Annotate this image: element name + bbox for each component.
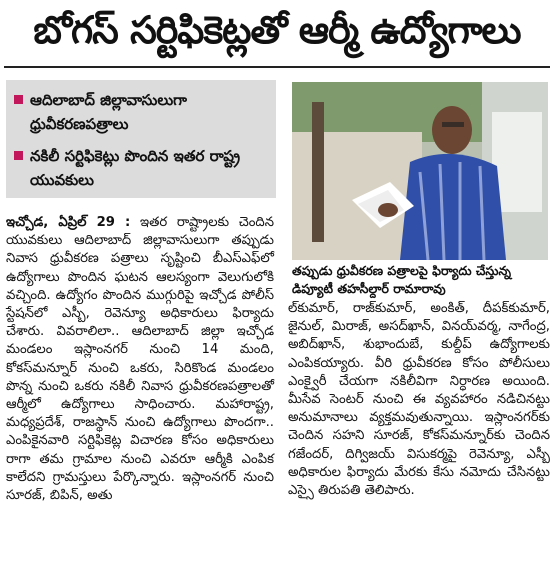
bullet-square-icon <box>14 95 23 104</box>
photo-caption: తప్పుడు ధ్రువీకరణ పత్రాలపై ఫిర్యాదు చేస్తున్న డిప్యూటీ తహసీల్దార్ రామారావు <box>292 263 511 296</box>
article-text-left: ఇతర రాష్ట్రాలకు చెందిన యువకులు ఆదిలాబాద్ జిల్లావాసులుగా తప్పుడు నివాస ధ్రువీకరణ పత్రాలు సృష్టించి బీఎస్ఎఫ్‌లో ఉద్యోగాలు పొందిన ఘటన ఆలస్యంగా వెలుగులోకి వచ్చింది. ఉద్యోగం పొందిన ముగ్గురిపై ఇచ్చోడ పోలీస్ స్టేషన్‌లో ఎస్బీ, రెవెన్యూ అధికారులు ఫిర్యాదు చేశారు. వివరాలిలా.. ఆదిలాబాద్ జిల్లా ఇచ్చోడ మండలం ఇస్లాంనగర్ నుంచి 14 మంది, కోకస్‌మన్నూర్ నుంచి ఒకరు, సిరికొండ మండలం పొన్న నుంచి ఒకరు నకిలీ నివాస ధ్రువీకరణపత్రాలతో ఆర్మీలో ఉద్యోగాలు సాధించారు. మహారాష్ట్ర, మధ్యప్రదేశ్, రాజస్థాన్ నుంచి ఉద్యోగాలు పొందగా.. ఎంపికైనవారి సర్టిఫికెట్ల విచారణ కోసం అధికారులు రాగా తమ గ్రామాల నుంచి ఎవరూ ఆర్మీకి ఎంపిక కాలేదని గ్రామస్తులు పేర్కొన్నారు. ఇస్లాంనగర్ నుంచి సూరజ్, బిపిన్, అతు <box>6 215 274 504</box>
photo-illustration <box>292 82 548 260</box>
highlight-item <box>14 144 270 192</box>
highlight-item <box>14 88 270 136</box>
article-text-right: ల్‌కుమార్, రాజ్‌కుమార్, అంకిత్, దీపక్‌కుమార్, జైనుల్, మిరాజ్, అసద్‌ఖాన్, వినయ్‌వర్మ, నాగేంద్ర, అబిద్‌ఖాన్, శుభాందుబే, కుల్దీప్ ఉద్యోగాలకు ఎంపికయ్యారు. వీరి ధ్రువీకరణ కోసం పోలీసులు ఎంక్వైరీ చేయగా నకిలీవిగా నిర్ధారణ అయింది. మీసేవ సెంటర్ నుంచి ఈ వ్యవహారం నడిచినట్టు అనుమానాలు వ్యక్తమవుతున్నాయి. ఇస్లాంనగర్‌కు చెందిన సహని సూరజ్, కోకస్‌మన్నూర్‌కు చెందిన గజేందర్, దిగ్విజయ్ విసుకర్మపై రెవెన్యూ, ఎస్బీ అధికారుల ఫిర్యాదు మేరకు కేసు నమోదు చేసినట్టు ఎస్సై తిరుపతి తెలిపారు. <box>288 301 550 499</box>
highlight-text: నకిలీ సర్టిఫికెట్లు పొందిన ఇతర రాష్ట్ర యువకులు <box>30 147 241 189</box>
highlight-text: ఆదిలాబాద్ జిల్లావాసులుగా ధ్రువీకరణపత్రాలు <box>30 91 187 133</box>
news-photo <box>292 82 548 260</box>
headline: బోగస్ సర్టిఫికెట్లతో ఆర్మీ ఉద్యోగాలు <box>33 8 521 52</box>
article-column-right <box>288 300 550 500</box>
highlights-box <box>6 80 276 198</box>
headline-rule <box>4 66 550 68</box>
dateline: ఇచ్చోడ, ఏప్రిల్ 29 : <box>6 215 131 230</box>
article-column-left <box>6 214 274 505</box>
bullet-square-icon <box>14 151 23 160</box>
